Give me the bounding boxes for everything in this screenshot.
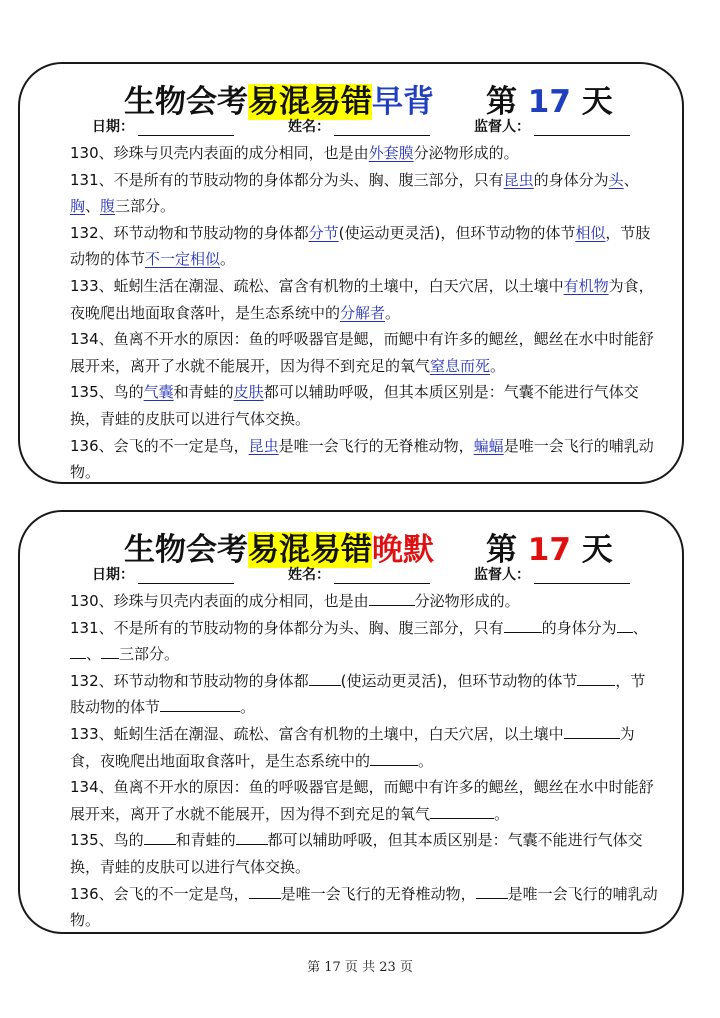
answer: 有机物 [563,276,609,295]
name-line[interactable] [334,568,430,584]
date-field[interactable] [92,564,234,584]
item-text: 。 [418,751,434,770]
day-suffix: 天 [581,84,613,120]
name-label: 姓名： [288,567,330,583]
answer-blank[interactable] [249,882,281,899]
day-counter [486,76,613,121]
item-text: 131、不是所有的节肢动物的身体都分为头、胸、腹三部分，只有 [70,170,504,189]
title-text [124,524,434,569]
morning-review-card [18,62,684,484]
item-130 [70,588,660,615]
answer: 昆虫 [248,436,279,455]
supervisor-label: 监督人： [474,119,530,135]
item-text: 、 [623,170,639,189]
date-label: 日期： [92,567,134,583]
item-text: 135、鸟的 [70,831,144,850]
answer: 相似 [575,223,606,242]
item-136 [70,433,660,486]
answer: 皮肤 [233,383,264,402]
title-main: 生物会考 [124,84,248,120]
answer-blank[interactable] [564,722,620,739]
item-text: 是唯一会飞行的哺乳动物。 [70,884,658,930]
supervisor-field[interactable] [474,116,630,136]
item-text: 。 [385,303,401,322]
answer-blank[interactable] [101,642,119,659]
item-text: 。 [220,250,236,269]
title-highlight: 易混易错 [248,84,372,120]
item-text: 、 [632,618,648,637]
date-field[interactable] [92,116,234,136]
item-text: 、 [86,645,102,664]
answer: 蝙蝠 [473,436,504,455]
item-text: 136、会飞的不一定是鸟， [70,436,249,455]
item-134 [70,774,660,827]
date-line[interactable] [138,120,234,136]
item-136 [70,881,660,934]
card-title [20,520,682,568]
item-text: 132、环节动物和节肢动物的身体都 [70,223,309,242]
item-text: 。 [490,356,506,375]
sign-row [20,116,682,138]
item-text: 。 [240,698,256,717]
title-tag: 早背 [372,84,434,120]
item-text: 。 [494,804,510,823]
answer-blank[interactable] [144,828,176,845]
day-number: 17 [527,84,571,120]
answer-blank[interactable] [236,828,268,845]
item-text: 三部分。 [115,197,176,216]
page-footer: 第 17 页 共 23 页 [307,960,413,975]
item-list [70,140,660,486]
answer-blank[interactable] [617,616,633,633]
answer-blank[interactable] [70,642,86,659]
answer: 分节 [308,223,339,242]
item-text: 132、环节动物和节肢动物的身体都 [70,671,309,690]
item-text: 都可以辅助呼吸，但其本质区别是：气囊不能进行气体交换，青蛙的皮肤可以进行气体交换。 [70,831,643,876]
day-suffix: 天 [581,532,613,568]
answer-blank[interactable] [577,669,615,686]
answer: 胸 [70,197,86,216]
item-text: 133、蚯蚓生活在潮湿、疏松、富含有机物的土壤中，白天穴居，以土壤中 [70,724,564,743]
name-field[interactable] [288,116,430,136]
supervisor-field[interactable] [474,564,630,584]
day-counter [486,524,613,569]
name-line[interactable] [334,120,430,136]
item-text: 为食，夜晚爬出地面取食落叶，是生态系统中的 [70,276,654,322]
date-label: 日期： [92,119,134,135]
item-text: ，节肢动物的体节 [70,223,651,269]
answer: 头 [608,170,624,189]
answer: 腹 [100,197,116,216]
item-list [70,588,660,934]
item-text: 分泌物形成的。 [413,144,519,162]
item-text: 133、蚯蚓生活在潮湿、疏松、富含有机物的土壤中，白天穴居，以土壤中 [70,276,564,295]
card-title [20,72,682,120]
item-text: 是唯一会飞行的哺乳动物。 [70,436,654,482]
item-text: 都可以辅助呼吸，但其本质区别是：气囊不能进行气体交换，青蛙的皮肤可以进行气体交换。 [70,383,639,428]
item-text: 和青蛙的 [173,383,234,402]
answer: 昆虫 [503,170,534,189]
item-text: ，节肢动物的体节 [70,671,646,717]
item-133 [70,273,660,326]
item-text: 130、珍珠与贝壳内表面的成分相同，也是由 [70,144,369,162]
item-135 [70,827,660,880]
item-text: 134、鱼离不开水的原因：鱼的呼吸器官是鳃，而鳃中有许多的鳃丝，鳃丝在水中时能舒展开来，离开了水就不能展开，因为得不到充足的氧气 [70,330,654,375]
item-text: 130、珍珠与贝壳内表面的成分相同，也是由 [70,592,369,610]
day-prefix: 第 [486,532,517,568]
item-133 [70,721,660,774]
answer-blank[interactable] [309,669,341,686]
day-number: 17 [527,532,571,568]
answer-blank[interactable] [430,802,494,819]
answer: 外套膜 [368,144,414,162]
answer: 不一定相似 [145,250,221,269]
name-field[interactable] [288,564,430,584]
item-text: (使运动更灵活)，但环节动物的体节 [338,223,576,242]
item-text: 、 [85,197,101,216]
item-text: 135、鸟的 [70,383,144,402]
item-text: 三部分。 [119,645,180,664]
sign-row [20,564,682,586]
supervisor-label: 监督人： [474,567,530,583]
answer-blank[interactable] [370,749,418,766]
item-132 [70,668,660,721]
item-text: 为食，夜晚爬出地面取食落叶，是生态系统中的 [70,724,635,770]
evening-recall-card [18,510,684,934]
item-134 [70,326,660,379]
day-prefix: 第 [486,84,517,120]
date-line[interactable] [138,568,234,584]
item-text: 是唯一会飞行的无脊椎动物， [278,436,474,455]
name-label: 姓名： [288,119,330,135]
item-text: (使运动更灵活)，但环节动物的体节 [340,671,578,690]
item-135 [70,379,660,432]
answer-blank[interactable] [160,695,240,712]
item-131 [70,167,660,220]
title-tag: 晚默 [372,532,434,568]
answer: 分解者 [340,303,386,322]
item-131 [70,615,660,668]
item-text: 的身体分为 [533,170,609,189]
item-text: 和青蛙的 [175,831,236,850]
title-highlight: 易混易错 [248,532,372,568]
answer: 气囊 [143,383,174,402]
item-text: 的身体分为 [541,618,617,637]
item-text: 131、不是所有的节肢动物的身体都分为头、胸、腹三部分，只有 [70,618,504,637]
answer-blank[interactable] [476,882,508,899]
answer-blank[interactable] [369,589,415,606]
item-132 [70,220,660,273]
answer-blank[interactable] [504,616,542,633]
item-text: 136、会飞的不一定是鸟， [70,884,249,903]
title-text [124,76,434,121]
item-130 [70,140,660,167]
supervisor-line[interactable] [534,120,630,136]
item-text: 分泌物形成的。 [414,592,520,610]
item-text: 是唯一会飞行的无脊椎动物， [280,884,476,903]
title-main: 生物会考 [124,532,248,568]
answer: 窒息而死 [430,356,491,375]
supervisor-line[interactable] [534,568,630,584]
item-text: 134、鱼离不开水的原因：鱼的呼吸器官是鳃，而鳃中有许多的鳃丝，鳃丝在水中时能舒展开来，离开了水就不能展开，因为得不到充足的氧气 [70,778,654,823]
